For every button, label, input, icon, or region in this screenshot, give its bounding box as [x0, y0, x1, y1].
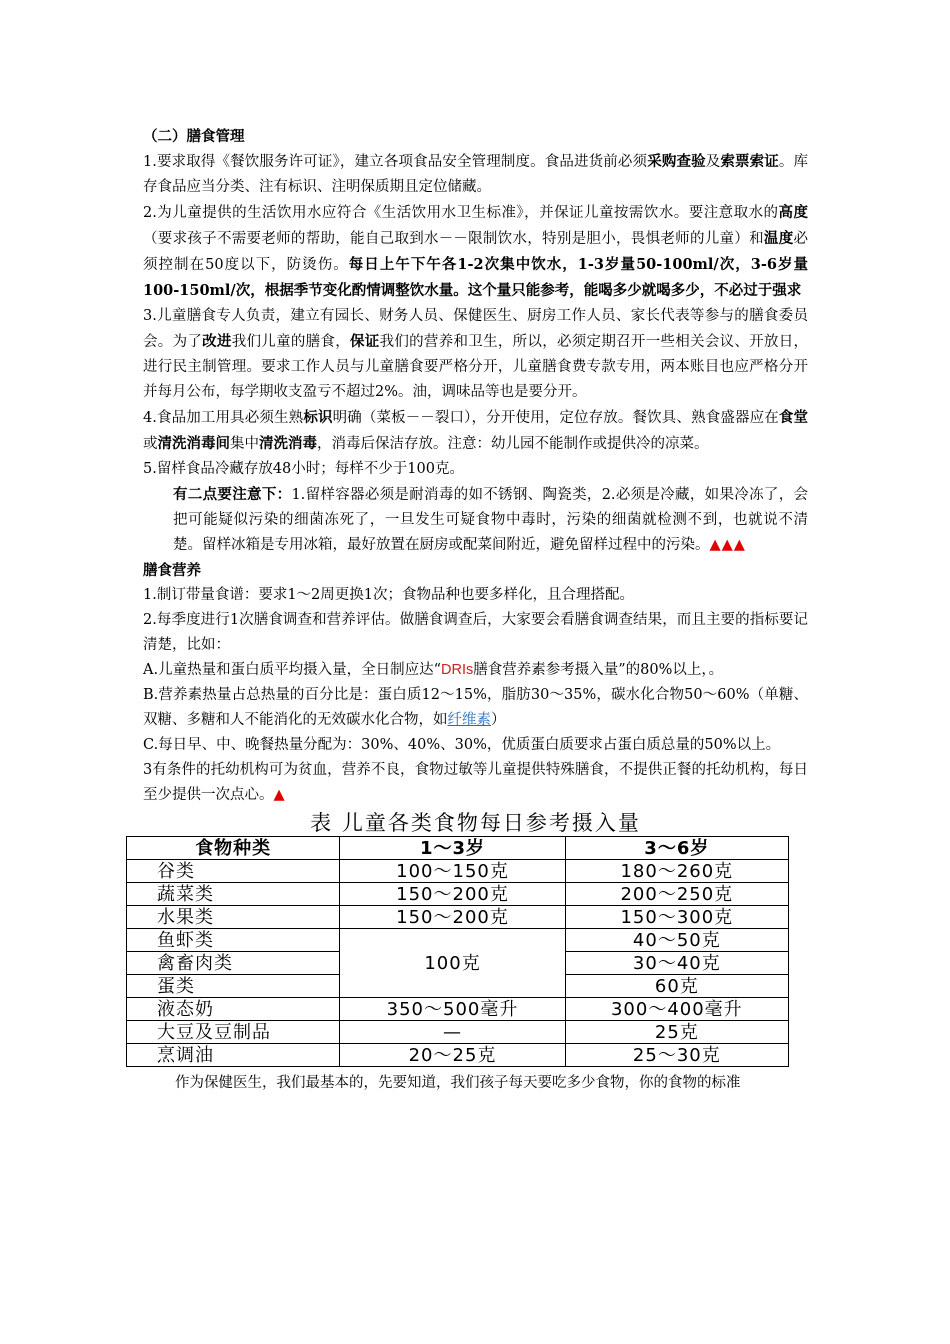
nutrition-paragraph-c: C.每日早、中、晚餐热量分配为：30%、40%、30%，优质蛋白质要求占蛋白质总量的50%以上。: [143, 737, 781, 753]
cell-value: 40～50克: [565, 929, 788, 952]
table-row: [127, 883, 789, 906]
cell-food: 谷类: [127, 860, 340, 883]
document-page: [143, 124, 808, 1096]
dris-term: DRIs: [441, 662, 474, 678]
cell-food: 烹调油: [127, 1044, 340, 1067]
table-row: [127, 1044, 789, 1067]
nutrition-paragraph-1: 1.制订带量食谱：要求1～2周更换1次；食物品种也要多样化，且合理搭配。: [143, 587, 635, 603]
cell-value: 350～500毫升: [340, 998, 565, 1021]
cell-value: 20～25克: [340, 1044, 565, 1067]
paragraph-1: 1.要求取得《餐饮服务许可证》，建立各项食品安全管理制度。食品进货前必须采购查验及索票索证。库存食品应当分类、注有标识、注明保质期且定位储藏。: [143, 153, 809, 195]
cell-value: 25～30克: [565, 1044, 788, 1067]
cell-value-merged: 100克: [340, 929, 565, 998]
cell-food: 大豆及豆制品: [127, 1021, 340, 1044]
cell-value: 300～400毫升: [565, 998, 788, 1021]
section-title-diet-management: （二）膳食管理: [143, 128, 245, 145]
table-row: [127, 860, 789, 883]
table-header-row: [127, 837, 789, 860]
cell-food: 禽畜肉类: [127, 952, 340, 975]
nutrition-paragraph-b: B.营养素热量占总热量的百分比是：蛋白质12～15%，脂肪30～35%，碳水化合物50～60%（单糖、双糖、多糖和人不能消化的无效碳水化合物，如纤维素）: [143, 687, 808, 728]
table-row: [127, 929, 789, 952]
header-food-type: 食物种类: [127, 837, 340, 860]
cell-value: 150～200克: [340, 906, 565, 929]
header-age-1-3: 1～3岁: [340, 837, 565, 860]
cell-food: 液态奶: [127, 998, 340, 1021]
cell-value: 25克: [565, 1021, 788, 1044]
paragraph-2: 2.为儿童提供的生活饮用水应符合《生活饮用水卫生标准》，并保证儿童按需饮水。要注意取水的高度（要求孩子不需要老师的帮助，能自己取到水－－限制饮水，特别是胆小，畏惧老师的儿童）和温度必须控制在50度以下，防烫伤。每日上午下午各1-2次集中饮水，1-3岁量50-100ml/次，3-6岁量100-150ml/次，根据季节变化酌情调整饮水量。这个量只能参考，能喝多少就喝多少，不必过于强求: [143, 204, 809, 299]
table-title: 表 儿童各类食物每日参考摄入量: [310, 811, 641, 835]
table-row: [127, 998, 789, 1021]
cell-value: 100～150克: [340, 860, 565, 883]
cell-value: 30～40克: [565, 952, 788, 975]
nutrition-paragraph-2: 2.每季度进行1次膳食调查和营养评估。做膳食调查后，大家要会看膳食调查结果，而且主要的指标要记清楚，比如：: [143, 612, 808, 653]
cell-value: 200～250克: [565, 883, 788, 906]
cell-food: 水果类: [127, 906, 340, 929]
paragraph-3: 3.儿童膳食专人负责，建立有园长、财务人员、保健医生、厨房工作人员、家长代表等参与的膳食委员会。为了改进我们儿童的膳食，保证我们的营养和卫生，所以，必须定期召开一些相关会议、开放日，进行民主制管理。要求工作人员与儿童膳食要严格分开，儿童膳食费专款专用，两本账目也应严格分开并每月公布，每学期收支盈亏不超过2%。油，调味品等也是要分开。: [143, 308, 809, 400]
table-row: [127, 906, 789, 929]
note-paragraph: 有二点要注意下：1.留样容器必须是耐消毒的如不锈钢、陶瓷类，2.必须是冷藏，如果冷冻了，会把可能疑似污染的细菌冻死了，一旦发生可疑食物中毒时，污染的细菌就检测不到，也就说不清楚。留样冰箱是专用冰箱，最好放置在厨房或配菜间附近，避免留样过程中的污染。▲▲▲: [173, 486, 809, 553]
nutrition-paragraph-3: 3有条件的托幼机构可为贫血，营养不良，食物过敏等儿童提供特殊膳食，不提供正餐的托幼机构，每日至少提供一次点心。▲: [143, 762, 808, 803]
header-age-3-6: 3～6岁: [565, 837, 788, 860]
nutrition-paragraph-a: A.儿童热量和蛋白质平均摄入量，全日制应达“DRIs膳食营养素参考摄入量”的80%以上，。: [143, 662, 724, 678]
food-intake-table: [126, 836, 789, 1067]
cell-food: 鱼虾类: [127, 929, 340, 952]
cell-value: 150～300克: [565, 906, 788, 929]
warning-triangle-icon: ▲▲▲: [709, 537, 746, 553]
fiber-link[interactable]: 纤维素: [447, 712, 491, 728]
paragraph-4: 4.食品加工用具必须生熟标识明确（菜板－－裂口），分开使用，定位存放。餐饮具、熟食盛器应在食堂或清洗消毒间集中清洗消毒，消毒后保洁存放。注意：幼儿园不能制作或提供冷的凉菜。: [143, 409, 809, 452]
cell-value: 150～200克: [340, 883, 565, 906]
cell-value: —: [340, 1021, 565, 1044]
paragraph-5: 5.留样食品冷藏存放48小时；每样不少于100克。: [143, 461, 464, 477]
warning-triangle-icon: ▲: [273, 787, 286, 803]
cell-value: 60克: [565, 975, 788, 998]
cell-food: 蔬菜类: [127, 883, 340, 906]
cell-food: 蛋类: [127, 975, 340, 998]
footer-paragraph: 作为保健医生，我们最基本的，先要知道，我们孩子每天要吃多少食物，你的食物的标准: [175, 1075, 741, 1091]
section-title-diet-nutrition: 膳食营养: [143, 562, 201, 579]
table-row: [127, 1021, 789, 1044]
cell-value: 180～260克: [565, 860, 788, 883]
